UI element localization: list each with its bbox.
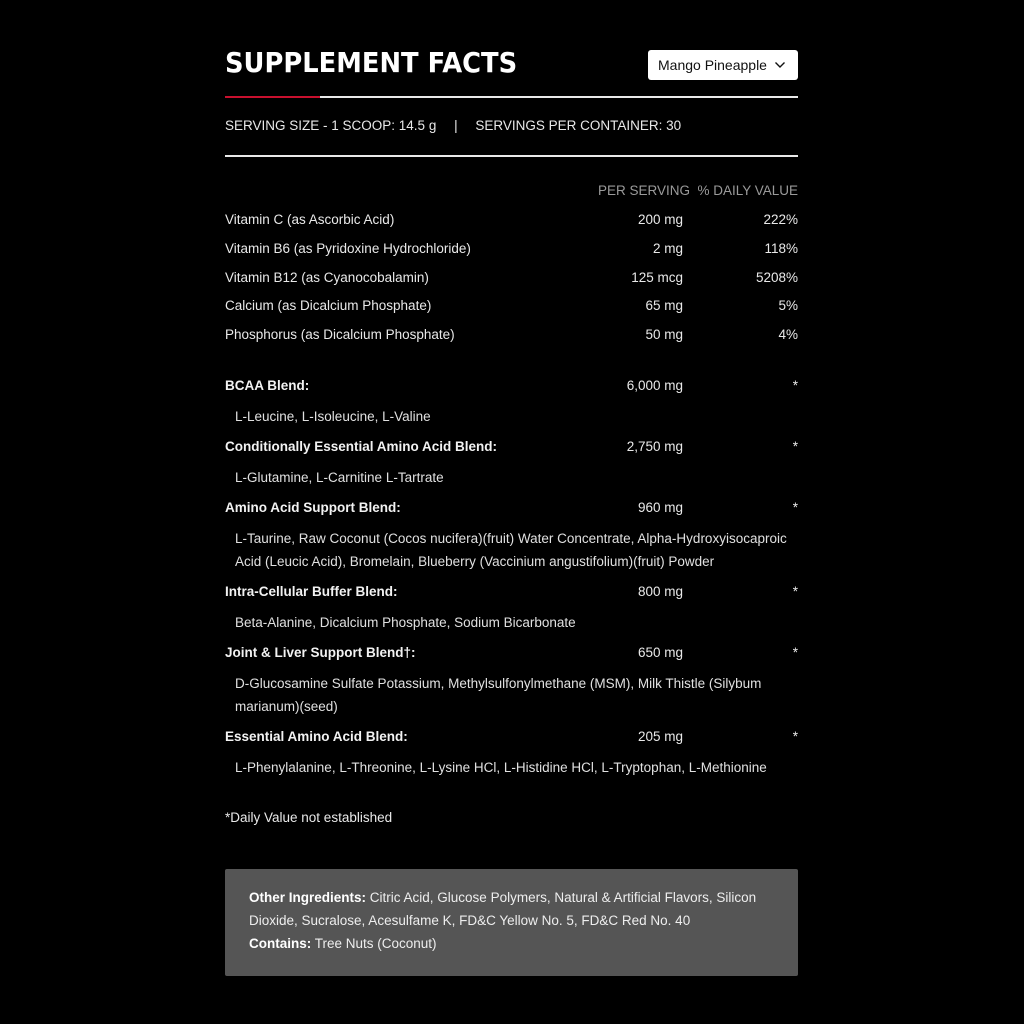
- blend-amount: 800 mg: [637, 584, 683, 599]
- nutrient-daily-value: 222%: [763, 212, 798, 227]
- contains-label: Contains:: [249, 936, 312, 951]
- nutrient-row: [225, 212, 798, 232]
- nutrient-daily-value: 4%: [778, 327, 798, 342]
- nutrient-amount: 125 mcg: [631, 270, 683, 285]
- blend-amount: 2,750 mg: [626, 439, 683, 454]
- blend-row: [225, 439, 798, 459]
- blend-name: Intra-Cellular Buffer Blend:: [225, 584, 398, 599]
- blend-amount: 650 mg: [637, 645, 683, 660]
- nutrient-row: [225, 298, 798, 318]
- nutrient-row: [225, 241, 798, 261]
- blend-ingredients: L-Glutamine, L-Carnitine L-Tartrate: [235, 470, 444, 485]
- chevron-down-icon: [774, 59, 786, 71]
- blend-name: Essential Amino Acid Blend:: [225, 729, 408, 744]
- nutrient-daily-value: 5%: [778, 298, 798, 313]
- contains-text: Tree Nuts (Coconut): [314, 936, 437, 951]
- blend-name: Joint & Liver Support Blend†:: [225, 645, 416, 660]
- blend-ingredients: L-Phenylalanine, L-Threonine, L-Lysine HCl, L-Histidine HCl, L-Tryptophan, L-Methionine: [235, 760, 767, 775]
- blend-ingredients: D-Glucosamine Sulfate Potassium, Methylsulfonylmethane (MSM), Milk Thistle (Silybum marianum)(seed): [235, 676, 762, 714]
- other-ingredients-box: [225, 869, 798, 976]
- blend-ingredients: Beta-Alanine, Dicalcium Phosphate, Sodium Bicarbonate: [235, 615, 576, 630]
- blend-name: BCAA Blend:: [225, 378, 310, 393]
- nutrient-name: Phosphorus (as Dicalcium Phosphate): [225, 327, 455, 342]
- nutrient-name: Vitamin B6 (as Pyridoxine Hydrochloride): [225, 241, 471, 256]
- serving-size: SERVING SIZE - 1 SCOOP: 14.5 g: [225, 118, 437, 133]
- flavor-select-value: Mango Pineapple: [658, 57, 767, 73]
- page-title: SUPPLEMENT FACTS: [225, 46, 518, 79]
- column-header-daily-value: % DAILY VALUE: [697, 183, 798, 198]
- blend-amount: 205 mg: [637, 729, 683, 744]
- nutrient-amount: 200 mg: [637, 212, 683, 227]
- nutrient-name: Vitamin C (as Ascorbic Acid): [225, 212, 395, 227]
- other-ingredients-text: Citric Acid, Glucose Polymers, Natural & Artificial Flavors, Silicon Dioxide, Sucralose, Acesulfame K, FD&C Yellow No. 5, FD&C Red No. 40: [249, 890, 757, 928]
- nutrient-name: Vitamin B12 (as Cyanocobalamin): [225, 270, 429, 285]
- nutrient-amount: 2 mg: [652, 241, 683, 256]
- blend-row: [225, 378, 798, 398]
- blend-amount: 6,000 mg: [626, 378, 683, 393]
- blend-daily-value: *: [792, 439, 798, 454]
- nutrient-amount: 50 mg: [645, 327, 683, 342]
- blend-ingredients: L-Taurine, Raw Coconut (Cocos nucifera)(fruit) Water Concentrate, Alpha-Hydroxyisocaproic Acid (Leucic Acid), Bromelain, Blueberry (Vaccinium angustifolium)(fruit) Powder: [235, 531, 787, 569]
- column-header-per-serving: PER SERVING: [598, 183, 691, 198]
- title-divider: [225, 96, 798, 98]
- blend-ingredients: L-Leucine, L-Isoleucine, L-Valine: [235, 409, 431, 424]
- nutrient-daily-value: 5208%: [755, 270, 798, 285]
- blend-name: Conditionally Essential Amino Acid Blend:: [225, 439, 498, 454]
- nutrient-amount: 65 mg: [645, 298, 683, 313]
- nutrient-row: [225, 327, 798, 347]
- serving-info: [225, 118, 681, 133]
- servings-per-container: SERVINGS PER CONTAINER: 30: [475, 118, 682, 133]
- daily-value-footnote: *Daily Value not established: [225, 810, 393, 825]
- blend-daily-value: *: [792, 729, 798, 744]
- blend-daily-value: *: [792, 645, 798, 660]
- blend-row: [225, 645, 798, 665]
- nutrient-row: [225, 270, 798, 290]
- allergen-contains: [249, 932, 774, 955]
- other-ingredients-label: Other Ingredients:: [249, 890, 367, 905]
- blend-row: [225, 729, 798, 749]
- title-divider-accent: [225, 96, 320, 98]
- blend-row: [225, 500, 798, 520]
- blend-daily-value: *: [792, 378, 798, 393]
- nutrient-daily-value: 118%: [764, 241, 798, 256]
- blend-daily-value: *: [792, 584, 798, 599]
- serving-separator: |: [454, 118, 458, 133]
- flavor-select[interactable]: [648, 50, 798, 80]
- serving-divider: [225, 155, 798, 157]
- blend-amount: 960 mg: [637, 500, 683, 515]
- blend-name: Amino Acid Support Blend:: [225, 500, 401, 515]
- blend-row: [225, 584, 798, 604]
- blend-daily-value: *: [792, 500, 798, 515]
- nutrient-name: Calcium (as Dicalcium Phosphate): [225, 298, 432, 313]
- other-ingredients: [249, 886, 774, 932]
